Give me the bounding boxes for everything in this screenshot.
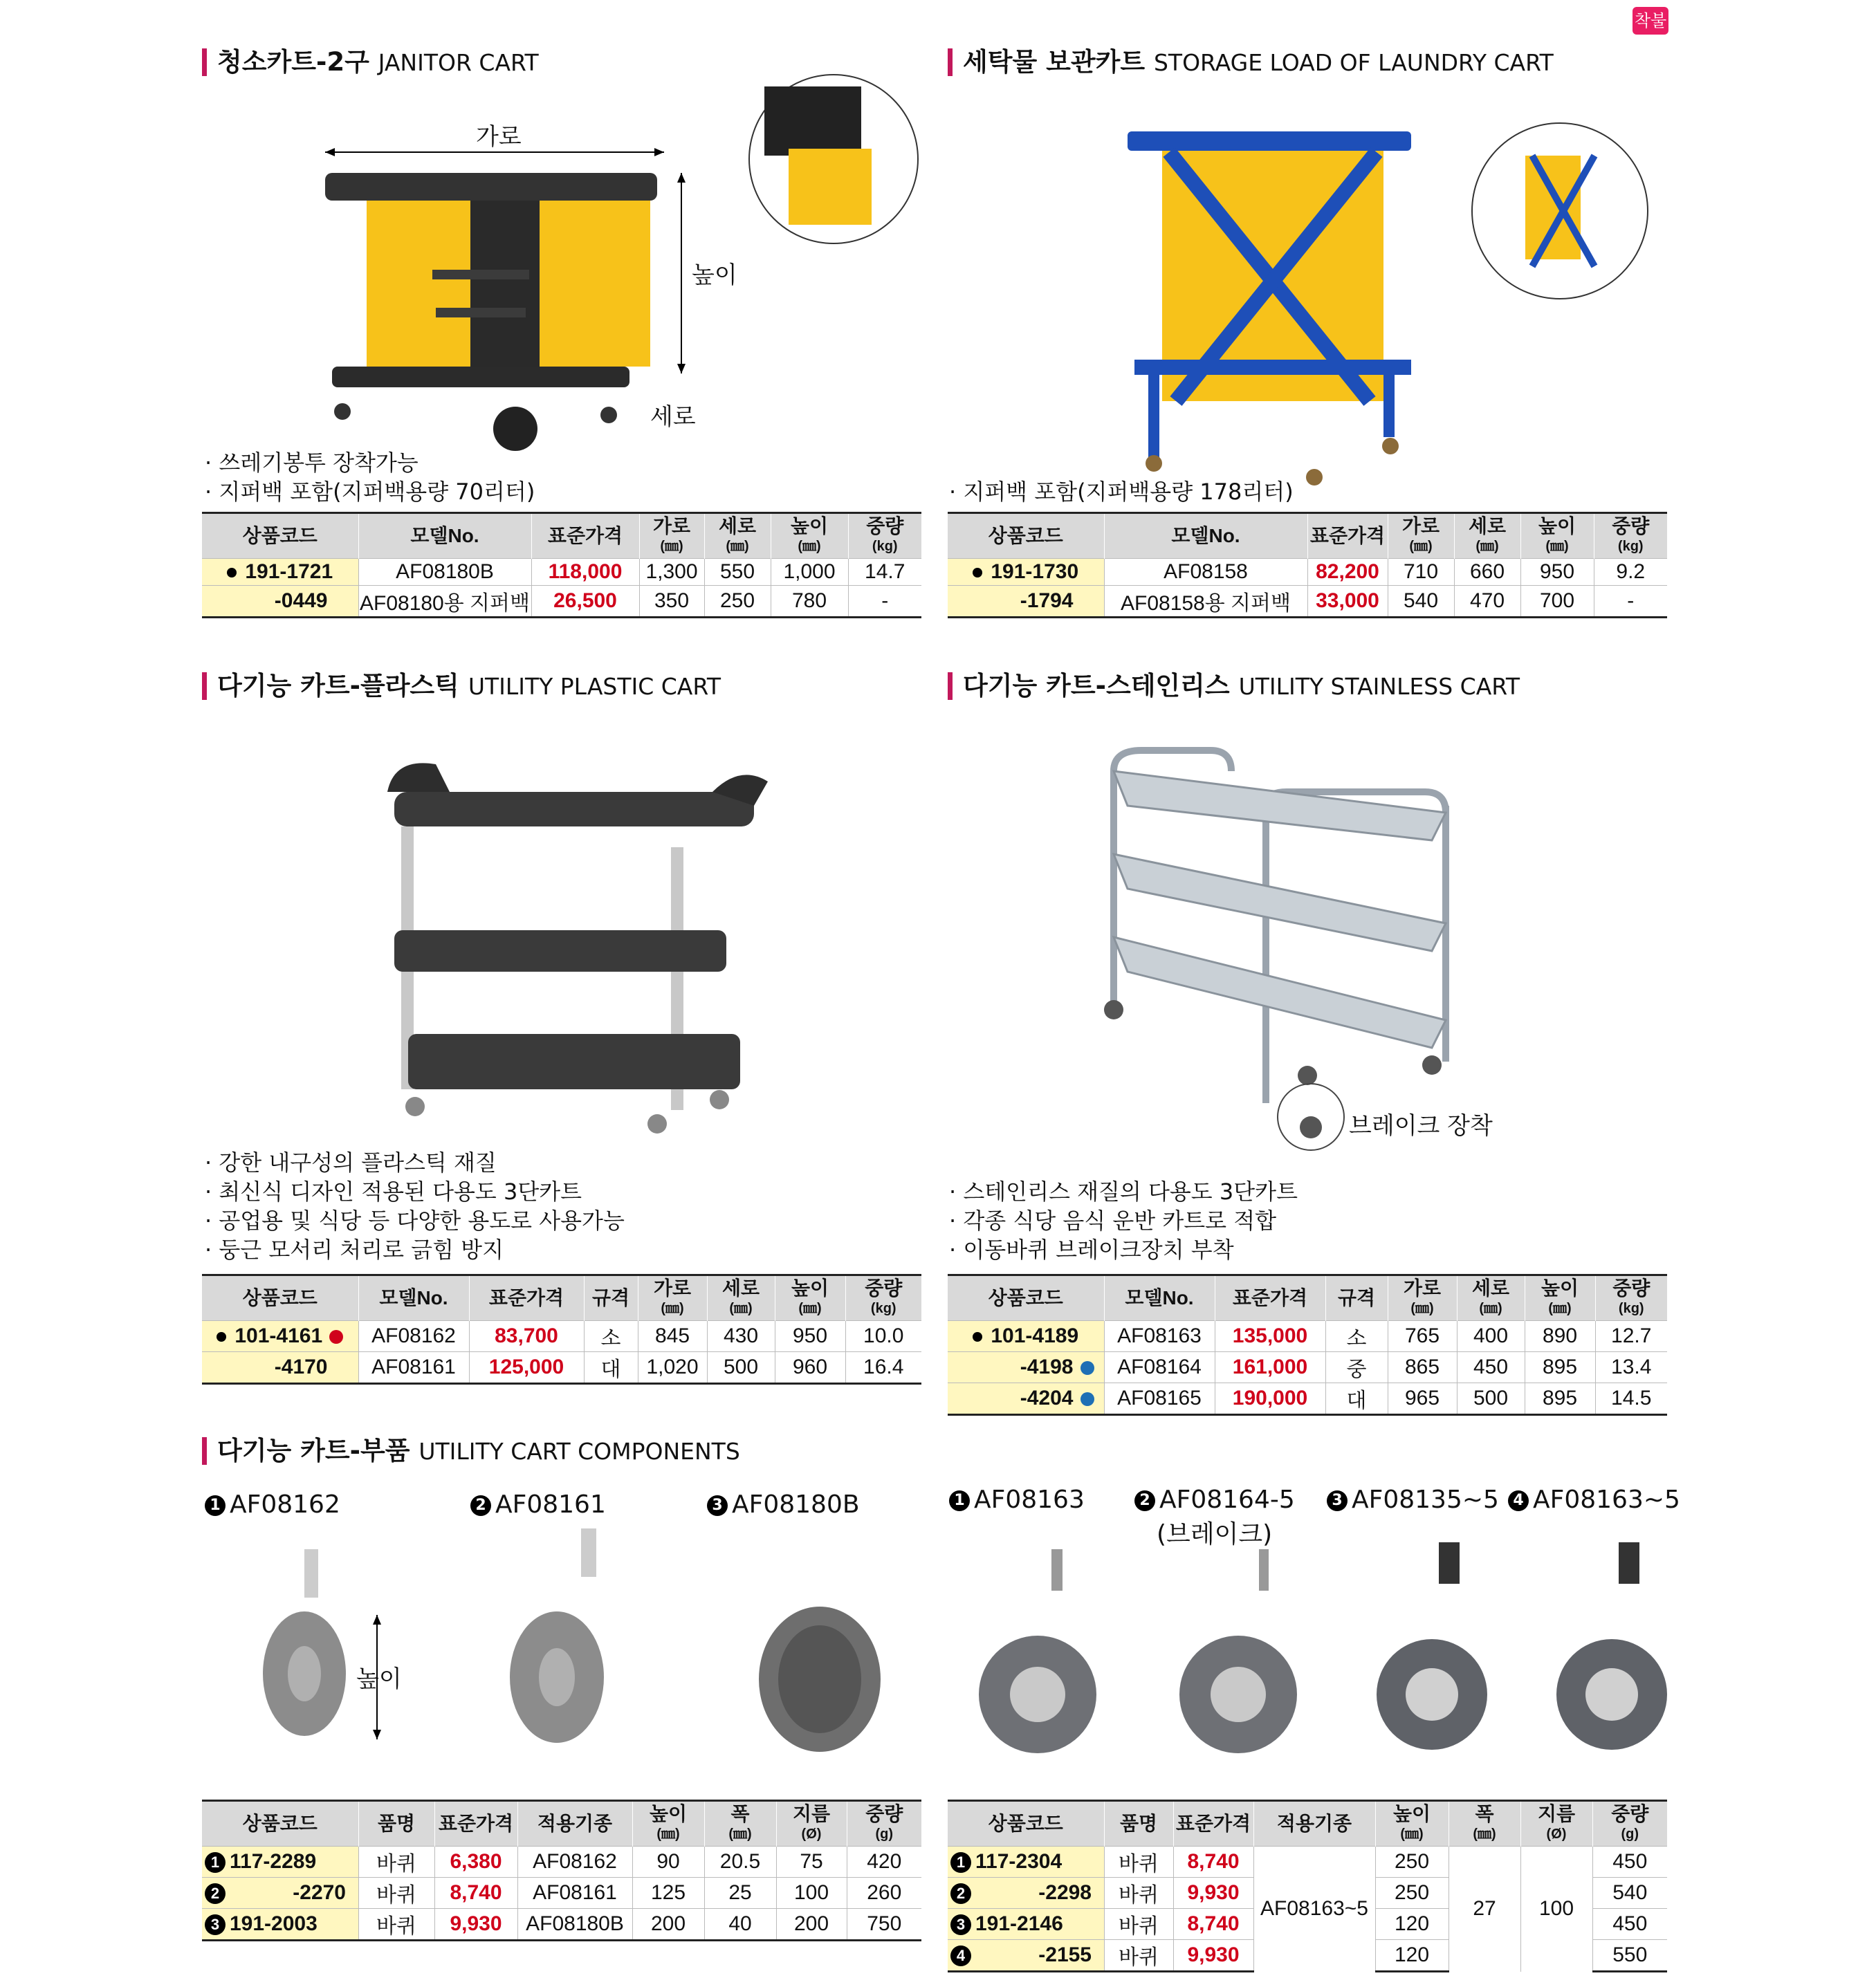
th-depth: 세로 (㎜) xyxy=(707,1275,775,1321)
depth: 660 xyxy=(1454,559,1520,586)
th-height: 높이 (㎜) xyxy=(1375,1801,1449,1847)
th-size: 규격 xyxy=(584,1275,638,1321)
table-row xyxy=(948,559,1667,586)
depth: 470 xyxy=(1454,586,1520,618)
laundry-spec-table xyxy=(948,512,1667,618)
feature-item: · 둥근 모서리 처리로 긁힘 방지 xyxy=(205,1235,625,1264)
item-name: 바퀴 xyxy=(1104,1940,1173,1972)
product-code: 191-1721 xyxy=(202,559,358,586)
th-code: 상품코드 xyxy=(202,1275,358,1321)
price: 8,740 xyxy=(1173,1909,1253,1940)
price: 118,000 xyxy=(531,559,639,586)
th-diameter: 지름 (Ø) xyxy=(776,1801,847,1847)
feature-item: · 이동바퀴 브레이크장치 부착 xyxy=(949,1235,1298,1264)
wheel-image-af08180b xyxy=(751,1605,889,1757)
stainless-features xyxy=(949,1177,1298,1264)
width: 765 xyxy=(1388,1321,1457,1352)
width: 40 xyxy=(704,1909,776,1941)
product-code: 4 -2155 xyxy=(948,1940,1104,1972)
weight: 9.2 xyxy=(1594,559,1667,586)
applicable-model: AF08163~5 xyxy=(1253,1847,1375,1972)
weight: - xyxy=(1594,586,1667,618)
th-code: 상품코드 xyxy=(948,513,1104,559)
feature-item: · 최신식 디자인 적용된 다용도 3단카트 xyxy=(205,1177,625,1206)
weight: 10.0 xyxy=(845,1321,921,1352)
height: 250 xyxy=(1375,1847,1449,1878)
th-weight: 중량 (g) xyxy=(1592,1801,1667,1847)
th-code: 상품코드 xyxy=(948,1275,1104,1321)
dim-depth-label: 세로 xyxy=(650,403,696,431)
price: 161,000 xyxy=(1215,1352,1325,1383)
width: 540 xyxy=(1388,586,1454,618)
width: 965 xyxy=(1388,1383,1457,1415)
model-no: AF08158 xyxy=(1104,559,1307,586)
weight: 14.7 xyxy=(848,559,921,586)
price: 9,930 xyxy=(1173,1940,1253,1972)
table-row xyxy=(202,1352,921,1384)
th-model: 모델No. xyxy=(358,1275,469,1321)
model-no: AF08161 xyxy=(358,1352,469,1384)
th-item: 품명 xyxy=(358,1801,434,1847)
plastic-title-en: UTILITY PLASTIC CART xyxy=(468,673,721,700)
th-height: 높이 (㎜) xyxy=(1525,1275,1595,1321)
th-model: 모델No. xyxy=(1104,513,1307,559)
feature-item: · 각종 식당 음식 운반 카트로 적합 xyxy=(949,1206,1298,1235)
applicable-model: AF08180B xyxy=(517,1909,632,1941)
plastic-spec-table xyxy=(202,1274,921,1385)
size: 소 xyxy=(1325,1321,1388,1352)
caster-image-af08163-5 xyxy=(1515,1542,1667,1764)
laundry-features xyxy=(949,477,1294,506)
th-code: 상품코드 xyxy=(948,1801,1104,1847)
height: 120 xyxy=(1375,1940,1449,1972)
width: 20.5 xyxy=(704,1847,776,1878)
price: 83,700 xyxy=(469,1321,584,1352)
th-height: 높이 (㎜) xyxy=(771,513,848,559)
weight: 450 xyxy=(1592,1909,1667,1940)
product-code: 3 191-2146 xyxy=(948,1909,1104,1940)
item-name: 바퀴 xyxy=(1104,1909,1173,1940)
th-weight: 중량 (kg) xyxy=(1594,513,1667,559)
feature-item: · 공업용 및 식당 등 다양한 용도로 사용가능 xyxy=(205,1206,625,1235)
th-height: 높이 (㎜) xyxy=(632,1801,704,1847)
depth: 500 xyxy=(1457,1383,1525,1415)
feature-item: · 스테인리스 재질의 다용도 3단카트 xyxy=(949,1177,1298,1206)
price: 82,200 xyxy=(1307,559,1388,586)
price: 190,000 xyxy=(1215,1383,1325,1415)
price: 6,380 xyxy=(434,1847,517,1878)
plastic-features xyxy=(205,1148,625,1264)
caster-image-af08161 xyxy=(495,1528,633,1750)
th-depth: 세로 (㎜) xyxy=(1457,1275,1525,1321)
components-section-title xyxy=(202,1434,740,1468)
product-code: 191-1730 xyxy=(948,559,1104,586)
laundry-cart-image xyxy=(1121,111,1411,484)
height: 250 xyxy=(1375,1878,1449,1909)
height: 950 xyxy=(775,1321,845,1352)
item-name: 바퀴 xyxy=(358,1878,434,1909)
diameter: 100 xyxy=(1520,1847,1592,1972)
th-price: 표준가격 xyxy=(531,513,639,559)
feature-item: · 지퍼백 포함(지퍼백용량 178리터) xyxy=(949,477,1294,506)
dim-height-label: 높이 xyxy=(692,261,737,289)
price: 8,740 xyxy=(434,1878,517,1909)
th-price: 표준가격 xyxy=(434,1801,517,1847)
th-item: 품명 xyxy=(1104,1801,1173,1847)
height: 700 xyxy=(1520,586,1594,618)
product-code: -4204 xyxy=(948,1383,1104,1415)
width: 1,020 xyxy=(638,1352,707,1384)
depth: 550 xyxy=(704,559,771,586)
stainless-title-en: UTILITY STAINLESS CART xyxy=(1238,673,1520,700)
price: 8,740 xyxy=(1173,1847,1253,1878)
component-label: 3 AF08135~5 xyxy=(1327,1486,1499,1514)
laundry-detail-image xyxy=(1470,121,1650,301)
width: 25 xyxy=(704,1878,776,1909)
width: 1,300 xyxy=(639,559,704,586)
dim-width-label: 가로 xyxy=(476,123,522,151)
height: 200 xyxy=(632,1909,704,1941)
weight: 13.4 xyxy=(1595,1352,1667,1383)
th-code: 상품코드 xyxy=(202,1801,358,1847)
depth: 450 xyxy=(1457,1352,1525,1383)
th-price: 표준가격 xyxy=(1215,1275,1325,1321)
janitor-title-ko: 청소카트-2구 xyxy=(217,47,369,77)
height: 895 xyxy=(1525,1383,1595,1415)
price: 125,000 xyxy=(469,1352,584,1384)
feature-item: · 지퍼백 포함(지퍼백용량 70리터) xyxy=(205,477,535,506)
th-width: 가로 (㎜) xyxy=(1388,513,1454,559)
height: 780 xyxy=(771,586,848,618)
height: 895 xyxy=(1525,1352,1595,1383)
weight: 550 xyxy=(1592,1940,1667,1972)
stainless-spec-table xyxy=(948,1274,1667,1416)
th-price: 표준가격 xyxy=(1307,513,1388,559)
th-width: 가로 (㎜) xyxy=(639,513,704,559)
table-row xyxy=(202,586,921,618)
laundry-title-ko: 세탁물 보관카트 xyxy=(963,47,1146,77)
model-no: AF08158용 지퍼백 xyxy=(1104,586,1307,618)
depth: 500 xyxy=(707,1352,775,1384)
feature-item: · 쓰레기봉투 장착가능 xyxy=(205,448,535,477)
height: 950 xyxy=(1520,559,1594,586)
diameter: 100 xyxy=(776,1878,847,1909)
blue-dot-marker xyxy=(1080,1361,1094,1375)
th-weight: 중량 (kg) xyxy=(848,513,921,559)
th-weight: 중량 (kg) xyxy=(1595,1275,1667,1321)
th-applicable: 적용기종 xyxy=(517,1801,632,1847)
item-name: 바퀴 xyxy=(358,1909,434,1941)
weight: 540 xyxy=(1592,1878,1667,1909)
product-code: 2 -2298 xyxy=(948,1878,1104,1909)
price: 9,930 xyxy=(434,1909,517,1941)
table-row xyxy=(948,1321,1667,1352)
th-model: 모델No. xyxy=(358,513,531,559)
th-width: 폭 (㎜) xyxy=(1449,1801,1520,1847)
caster-image-af08163 xyxy=(968,1549,1107,1771)
weight: 260 xyxy=(847,1878,921,1909)
plastic-section-title xyxy=(202,669,721,703)
table-row xyxy=(202,559,921,586)
width: 27 xyxy=(1449,1847,1520,1972)
weight: 16.4 xyxy=(845,1352,921,1384)
weight: 750 xyxy=(847,1909,921,1941)
component-label: 1 AF08162 xyxy=(205,1490,340,1519)
height: 120 xyxy=(1375,1909,1449,1940)
width: 865 xyxy=(1388,1352,1457,1383)
brake-note: (브레이크) xyxy=(1157,1520,1273,1549)
th-diameter: 지름 (Ø) xyxy=(1520,1801,1592,1847)
product-code: 3 191-2003 xyxy=(202,1909,358,1941)
caster-image-af08135-5 xyxy=(1363,1542,1487,1764)
components-left-table xyxy=(202,1800,921,1941)
height: 960 xyxy=(775,1352,845,1384)
applicable-model: AF08162 xyxy=(517,1847,632,1878)
th-height: 높이 (㎜) xyxy=(775,1275,845,1321)
component-label: 4 AF08163~5 xyxy=(1508,1486,1680,1514)
table-row xyxy=(948,586,1667,618)
price: 33,000 xyxy=(1307,586,1388,618)
model-no: AF08165 xyxy=(1104,1383,1215,1415)
product-code: 101-4161 xyxy=(202,1321,358,1352)
product-code: -1794 xyxy=(948,586,1104,618)
janitor-title-en: JANITOR CART xyxy=(378,49,539,76)
size: 중 xyxy=(1325,1352,1388,1383)
components-title-en: UTILITY CART COMPONENTS xyxy=(419,1438,740,1465)
model-no: AF08180B xyxy=(358,559,531,586)
height: 1,000 xyxy=(771,559,848,586)
component-label: 2 AF08161 xyxy=(470,1490,606,1519)
stainless-title-ko: 다기능 카트-스테인리스 xyxy=(963,671,1230,701)
shipping-badge: 착불 xyxy=(1633,7,1668,35)
price: 26,500 xyxy=(531,586,639,618)
table-row xyxy=(202,1847,921,1878)
components-title-ko: 다기능 카트-부품 xyxy=(217,1436,410,1466)
item-name: 바퀴 xyxy=(1104,1847,1173,1878)
product-code: 1 117-2289 xyxy=(202,1847,358,1878)
model-no: AF08164 xyxy=(1104,1352,1215,1383)
price: 9,930 xyxy=(1173,1878,1253,1909)
stainless-section-title xyxy=(948,669,1520,703)
th-price: 표준가격 xyxy=(1173,1801,1253,1847)
table-row xyxy=(202,1909,921,1941)
th-width: 가로 (㎜) xyxy=(1388,1275,1457,1321)
laundry-title-en: STORAGE LOAD OF LAUNDRY CART xyxy=(1153,49,1554,76)
height: 125 xyxy=(632,1878,704,1909)
height: 90 xyxy=(632,1847,704,1878)
th-code: 상품코드 xyxy=(202,513,358,559)
plastic-cart-image xyxy=(380,750,775,1152)
weight: - xyxy=(848,586,921,618)
stainless-cart-image xyxy=(1100,743,1460,1158)
plastic-title-ko: 다기능 카트-플라스틱 xyxy=(217,671,459,701)
janitor-features xyxy=(205,448,535,506)
caster-image-af08164-5 xyxy=(1148,1549,1300,1771)
th-weight: 중량 (kg) xyxy=(845,1275,921,1321)
th-size: 규격 xyxy=(1325,1275,1388,1321)
th-price: 표준가격 xyxy=(469,1275,584,1321)
th-model: 모델No. xyxy=(1104,1275,1215,1321)
janitor-cart-image xyxy=(304,124,692,456)
product-code: -0449 xyxy=(202,586,358,618)
red-dot-marker xyxy=(329,1330,343,1344)
size: 소 xyxy=(584,1321,638,1352)
diameter: 75 xyxy=(776,1847,847,1878)
th-depth: 세로 (㎜) xyxy=(704,513,771,559)
th-depth: 세로 (㎜) xyxy=(1454,513,1520,559)
components-right-table xyxy=(948,1800,1667,1972)
model-no: AF08163 xyxy=(1104,1321,1215,1352)
depth: 430 xyxy=(707,1321,775,1352)
janitor-detail-image xyxy=(747,73,920,246)
weight: 420 xyxy=(847,1847,921,1878)
th-height: 높이 (㎜) xyxy=(1520,513,1594,559)
laundry-section-title xyxy=(948,46,1554,80)
feature-item: · 강한 내구성의 플라스틱 재질 xyxy=(205,1148,625,1177)
weight: 450 xyxy=(1592,1847,1667,1878)
depth: 250 xyxy=(704,586,771,618)
height: 890 xyxy=(1525,1321,1595,1352)
product-code: -4170 xyxy=(202,1352,358,1384)
dim-height-label: 높이 xyxy=(356,1665,402,1693)
width: 845 xyxy=(638,1321,707,1352)
brake-label: 브레이크 장착 xyxy=(1349,1112,1493,1140)
blue-dot-marker xyxy=(1080,1392,1094,1406)
weight: 14.5 xyxy=(1595,1383,1667,1415)
model-no: AF08180용 지퍼백 xyxy=(358,586,531,618)
table-row xyxy=(948,1847,1667,1878)
table-row xyxy=(948,1352,1667,1383)
product-code: 2 -2270 xyxy=(202,1878,358,1909)
component-label: 2 AF08164-5 xyxy=(1134,1486,1295,1514)
width: 710 xyxy=(1388,559,1454,586)
product-code: 1 117-2304 xyxy=(948,1847,1104,1878)
model-no: AF08162 xyxy=(358,1321,469,1352)
th-weight: 중량 (g) xyxy=(847,1801,921,1847)
product-code: -4198 xyxy=(948,1352,1104,1383)
weight: 12.7 xyxy=(1595,1321,1667,1352)
component-label: 3 AF08180B xyxy=(707,1490,860,1519)
depth: 400 xyxy=(1457,1321,1525,1352)
janitor-spec-table xyxy=(202,512,921,618)
th-width: 폭 (㎜) xyxy=(704,1801,776,1847)
price: 135,000 xyxy=(1215,1321,1325,1352)
th-applicable: 적용기종 xyxy=(1253,1801,1375,1847)
caster-image-af08162 xyxy=(235,1549,394,1757)
table-row xyxy=(202,1878,921,1909)
th-width: 가로 (㎜) xyxy=(638,1275,707,1321)
size: 대 xyxy=(584,1352,638,1384)
janitor-section-title xyxy=(202,46,539,80)
component-label: 1 AF08163 xyxy=(949,1486,1085,1514)
diameter: 200 xyxy=(776,1909,847,1941)
size: 대 xyxy=(1325,1383,1388,1415)
applicable-model: AF08161 xyxy=(517,1878,632,1909)
table-row xyxy=(948,1383,1667,1415)
item-name: 바퀴 xyxy=(1104,1878,1173,1909)
product-code: 101-4189 xyxy=(948,1321,1104,1352)
table-row xyxy=(202,1321,921,1352)
item-name: 바퀴 xyxy=(358,1847,434,1878)
width: 350 xyxy=(639,586,704,618)
